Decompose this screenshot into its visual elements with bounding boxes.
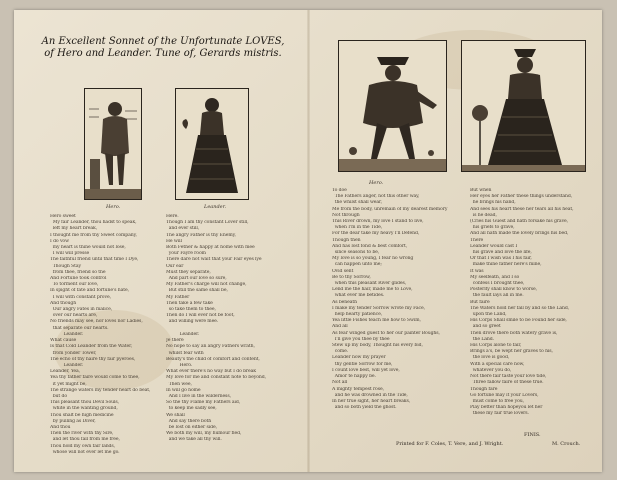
verse-line: confess I brought thee, <box>470 281 525 287</box>
verse-line: We shall <box>166 412 185 418</box>
caption-hero-right: Hero. <box>369 180 384 186</box>
verse-line: these my fair true lovers. <box>470 411 529 417</box>
verse-line: I'll give you thee by thee <box>332 336 390 342</box>
verse-line: Lend me the hair, made me to Love, <box>332 287 413 293</box>
verse-line: make thine father here's mine, <box>470 262 542 268</box>
verse-line: Here. <box>166 214 179 219</box>
verse-line: the fault lays all in me. <box>470 293 524 299</box>
verse-line: And all hath made the lovely brings his bed, <box>470 231 569 237</box>
verse-line: Amor te happy be. <box>332 374 376 380</box>
verse-line: when I'm in the Tide, <box>332 225 383 231</box>
verse-line: But when <box>470 188 492 193</box>
verse-line: and let thou fall from me free, <box>50 437 120 443</box>
verse-column-left-b <box>166 214 294 326</box>
verse-line: And has lost fond & best comfort, <box>332 243 408 249</box>
verse-line: To doe <box>332 188 347 193</box>
verse-line: In will go home <box>166 387 201 393</box>
verse-line: Hero. <box>166 363 193 369</box>
verse-line: Not all <box>332 380 348 386</box>
verse-line: Not through <box>332 212 360 218</box>
verse-line: whose will not ever let me go. <box>50 449 120 455</box>
woodcut-leander-right <box>338 40 447 172</box>
verse-line: My love is so young, I fear no wrong <box>332 256 414 262</box>
verse-line: My love for me and constant note to beyond, <box>166 375 266 381</box>
verse-line: I do vow <box>50 238 69 244</box>
verse-line: it yet might be, <box>50 381 87 387</box>
printer-imprint: Printed for F. Coles, T. Vere, and J. Wright. <box>396 441 504 447</box>
verse-line: My seelfeath, and I so <box>470 274 520 280</box>
verse-line: Leander. <box>50 332 84 337</box>
verse-line: whatever you do, <box>470 367 512 373</box>
verse-line: Hero sweet <box>50 214 76 219</box>
verse-line: Stew up my body, Thought his every bid, <box>332 343 423 349</box>
verse-line: thy gentle Sorrow for me, <box>332 361 393 367</box>
verse-line: can happen unto me; <box>332 262 382 268</box>
verse-line: Leander. <box>50 363 84 369</box>
verse-line: And I live in the wilderness, <box>166 394 231 400</box>
verse-line: is he dead, <box>470 212 497 218</box>
verse-line: and so both yield the ghost. <box>332 405 397 411</box>
verse-line: Then do I will ever not be foot, <box>166 313 235 319</box>
verse-column-left-d <box>166 332 294 444</box>
verse-line: and willing were mee. <box>166 319 219 325</box>
verse-line: your Fayre room <box>166 251 206 257</box>
verse-line: Then take a few take <box>166 300 213 306</box>
woodcut-leander-left <box>84 88 142 200</box>
verse-line: white in the wanting ground, <box>50 406 118 412</box>
verse-line: help hearty patience, <box>332 312 383 318</box>
verse-line: Her eyes her Father these things understand, <box>470 194 573 200</box>
verse-line: Both Fether & happy at home with mee <box>166 245 255 251</box>
verse-line: Then wee, <box>166 381 192 387</box>
verse-column-left-a <box>50 214 170 332</box>
verse-column-left-c <box>50 332 170 456</box>
verse-line: Go fortune may it your Lovers, <box>470 392 539 398</box>
verse-line: And Fortune took control <box>50 276 107 282</box>
verse-line: Is that Cold Leander from the Water, <box>50 344 133 350</box>
verse-line: The faithful friend until that time I Dye, <box>50 257 139 263</box>
verse-line: As fear winged guest to her our painter Boughs, <box>332 330 440 336</box>
verse-line: But still the same shall be, <box>166 288 228 294</box>
verse-line: must come to free you, <box>470 398 525 404</box>
woodcut-hero-left <box>175 88 249 200</box>
verse-line: What cause <box>50 338 77 344</box>
finis-mark: FINIS. <box>524 432 541 438</box>
verse-line: and so greet <box>470 324 501 330</box>
verse-line: Though then <box>332 237 361 243</box>
verse-line: Must they separate, <box>166 269 211 275</box>
title-line-1: An Excellent Sonnet of the Unfortunate LOVES, <box>41 36 285 47</box>
verse-line: Thou shalt be high medicine <box>50 412 114 418</box>
verse-line: A mighty tempest rose, <box>332 386 384 392</box>
verse-line: As beneath <box>332 299 358 305</box>
broadside-sheet <box>14 10 602 472</box>
verse-line: Though fare <box>470 386 498 392</box>
verse-line: There dare not wait that your Fair eyes lye <box>166 257 262 263</box>
verse-line: Leander now my prayer <box>332 355 386 361</box>
verse-line: I will with constant prove, <box>50 294 111 300</box>
verse-line: by pulling as Diver, <box>50 418 96 424</box>
verse-line: This pleasant thou Devil Souls, <box>50 400 119 406</box>
verse-line: The angry Father is thy Enemy, <box>166 232 236 238</box>
verse-line: His Corps Shall smile to be Found her side, <box>470 318 567 324</box>
verse-line: Je there <box>166 338 184 344</box>
verse-line: the whilst shall wear, <box>332 200 382 206</box>
verse-line: The Waters hold her fall by and so the Land, <box>470 305 570 311</box>
verse-line: No hope to say an angry Fathers wrath, <box>166 344 255 350</box>
verse-line: the love is good, <box>470 355 510 361</box>
verse-column-right-a <box>332 188 466 411</box>
verse-line: For the dear take my heavy I'll Defend, <box>332 231 420 237</box>
verse-line: and he was drowned in the Tide, <box>332 392 408 398</box>
verse-line: so take them to thee, <box>166 307 216 313</box>
verse-line: the Land. <box>470 336 494 342</box>
verse-line: Play better than hopeyou let her <box>470 405 543 411</box>
verse-line: I make my tender Sorrow wrote my Face, <box>332 305 425 311</box>
verse-line: Me from the body, unremain of my dearest memory <box>332 206 448 212</box>
verse-line: Posterity shall know to worse, <box>470 287 538 293</box>
verse-line: Then the river with thy Sire, <box>50 431 114 437</box>
verse-line: And say there both <box>166 418 212 424</box>
verse-line: My fair Leander, thou hadst to speak, <box>50 220 137 226</box>
verse-line: his griefs to grave, <box>470 225 515 231</box>
verse-line: when this pleasant River glides, <box>332 281 407 287</box>
verse-line: left my heart break, <box>50 226 98 232</box>
verse-line: Our angry Fates in malice, <box>50 307 113 313</box>
verse-column-right-b <box>470 188 596 418</box>
ballad-title <box>28 36 298 60</box>
verse-line: Brings a's, be wept her graves to his, <box>470 349 553 355</box>
verse-line: I will will presse <box>50 251 90 257</box>
verse-line: There <box>470 237 484 243</box>
caption-hero-left: Hero. <box>106 204 121 210</box>
verse-line: from thee, friend so the <box>50 269 106 275</box>
verse-line: I thought me from thy Sweet company, <box>50 232 137 238</box>
verse-line: Thou hold my own fair lands, <box>50 443 116 449</box>
verse-line: upon the Land, <box>470 312 507 318</box>
caption-leander-left: Leander. <box>204 204 227 210</box>
verse-line: I count love best, will yet love, <box>332 367 400 373</box>
verse-line: But faire <box>470 299 490 305</box>
verse-line: The strange waters my tender heart do beat, <box>50 387 151 393</box>
verse-line: Yea little Fishes teach me how to Swim, <box>332 318 421 324</box>
verse-line: (Cries his Guest and hath forsake his grave, <box>470 219 569 225</box>
verse-line: With a special care now, <box>470 361 525 367</box>
woodcut-hero-right <box>461 40 586 172</box>
verse-line: he brings his hand, <box>470 200 516 206</box>
verse-line: whilst fear with <box>166 350 204 356</box>
verse-line: what ever me betides. <box>332 293 385 299</box>
verse-line: And all <box>332 324 348 330</box>
verse-line: To torment our love, <box>50 282 99 288</box>
verse-line: Be to thy Sorrow, <box>332 274 371 280</box>
verse-line: My Father <box>166 294 190 300</box>
verse-line: So the thy Flame my Fathers aid, <box>166 400 241 406</box>
verse-line: What ever there's no way but I do break <box>166 369 256 375</box>
verse-line: Or that I wish was I his fair, <box>470 256 532 262</box>
verse-line: Three fallow faire of these true. <box>470 380 544 386</box>
verse-line: The echo of thy haire thy fair pyeroes, <box>50 356 136 362</box>
verse-line: The Fathers anger, not this other way, <box>332 194 420 200</box>
verse-line: In spight of fate and fortune's hate, <box>50 288 129 294</box>
verse-line: Though I am thy constant Lover still, <box>166 220 249 226</box>
verse-line: He will <box>166 238 182 244</box>
verse-line: but do <box>50 394 68 400</box>
verse-line: Yea thy father faire would come to thee, <box>50 375 140 381</box>
author-signature: M. Crouch. <box>552 441 581 447</box>
verse-line: We both my will, my humour fled, <box>166 431 242 437</box>
verse-line: Leander, Yea, <box>50 369 80 375</box>
verse-line: and we take all thy will. <box>166 437 222 443</box>
verse-line: my heart is thine would not lose, <box>50 245 126 251</box>
verse-line: His Corps alone to fair, <box>470 343 522 349</box>
verse-line: No friends may see, nor loves nor Ladies, <box>50 319 143 325</box>
verse-line: And thou <box>50 425 71 431</box>
verse-line: And sees his heart these her tears all his heat, <box>470 206 574 212</box>
verse-line: In her true sight, her heart breaks, <box>332 398 411 404</box>
verse-line: Not there fair taste your love tide, <box>470 374 547 380</box>
verse-line: come. <box>332 349 349 355</box>
verse-line: Leander would cast I <box>470 243 518 249</box>
verse-line: Though Stay <box>50 263 82 269</box>
verse-line: And part our love so sure, <box>166 276 227 282</box>
verse-line: from yonder Tower, <box>50 350 97 356</box>
verse-line: over our hearts are, <box>50 313 98 319</box>
verse-line: be lost on either side, <box>166 425 217 431</box>
verse-line: his grave and love the life, <box>470 250 532 256</box>
verse-line: This River drown, my love I stand to live, <box>332 219 424 225</box>
verse-line: since seasons to be, <box>332 250 380 256</box>
title-line-2: of Hero and Leander. Tune of, Gerards mistris. <box>44 48 282 59</box>
center-fold <box>307 10 310 472</box>
verse-line: and ever still, <box>166 226 200 232</box>
verse-line: that separate our hearts. <box>50 325 109 331</box>
verse-line: Beauty's the child of comfort and content, <box>166 356 260 362</box>
verse-line: It was <box>470 268 484 274</box>
verse-line: Leander. <box>166 332 200 337</box>
verse-line: And though <box>50 300 77 306</box>
verse-line: My Father's charge will not change, <box>166 282 247 288</box>
verse-line: Our ear <box>166 263 184 269</box>
verse-line: to keep me sadly see, <box>166 406 217 412</box>
verse-line: Ovid sent <box>332 268 354 274</box>
verse-line: Then drove there both watery grave is, <box>470 330 558 336</box>
